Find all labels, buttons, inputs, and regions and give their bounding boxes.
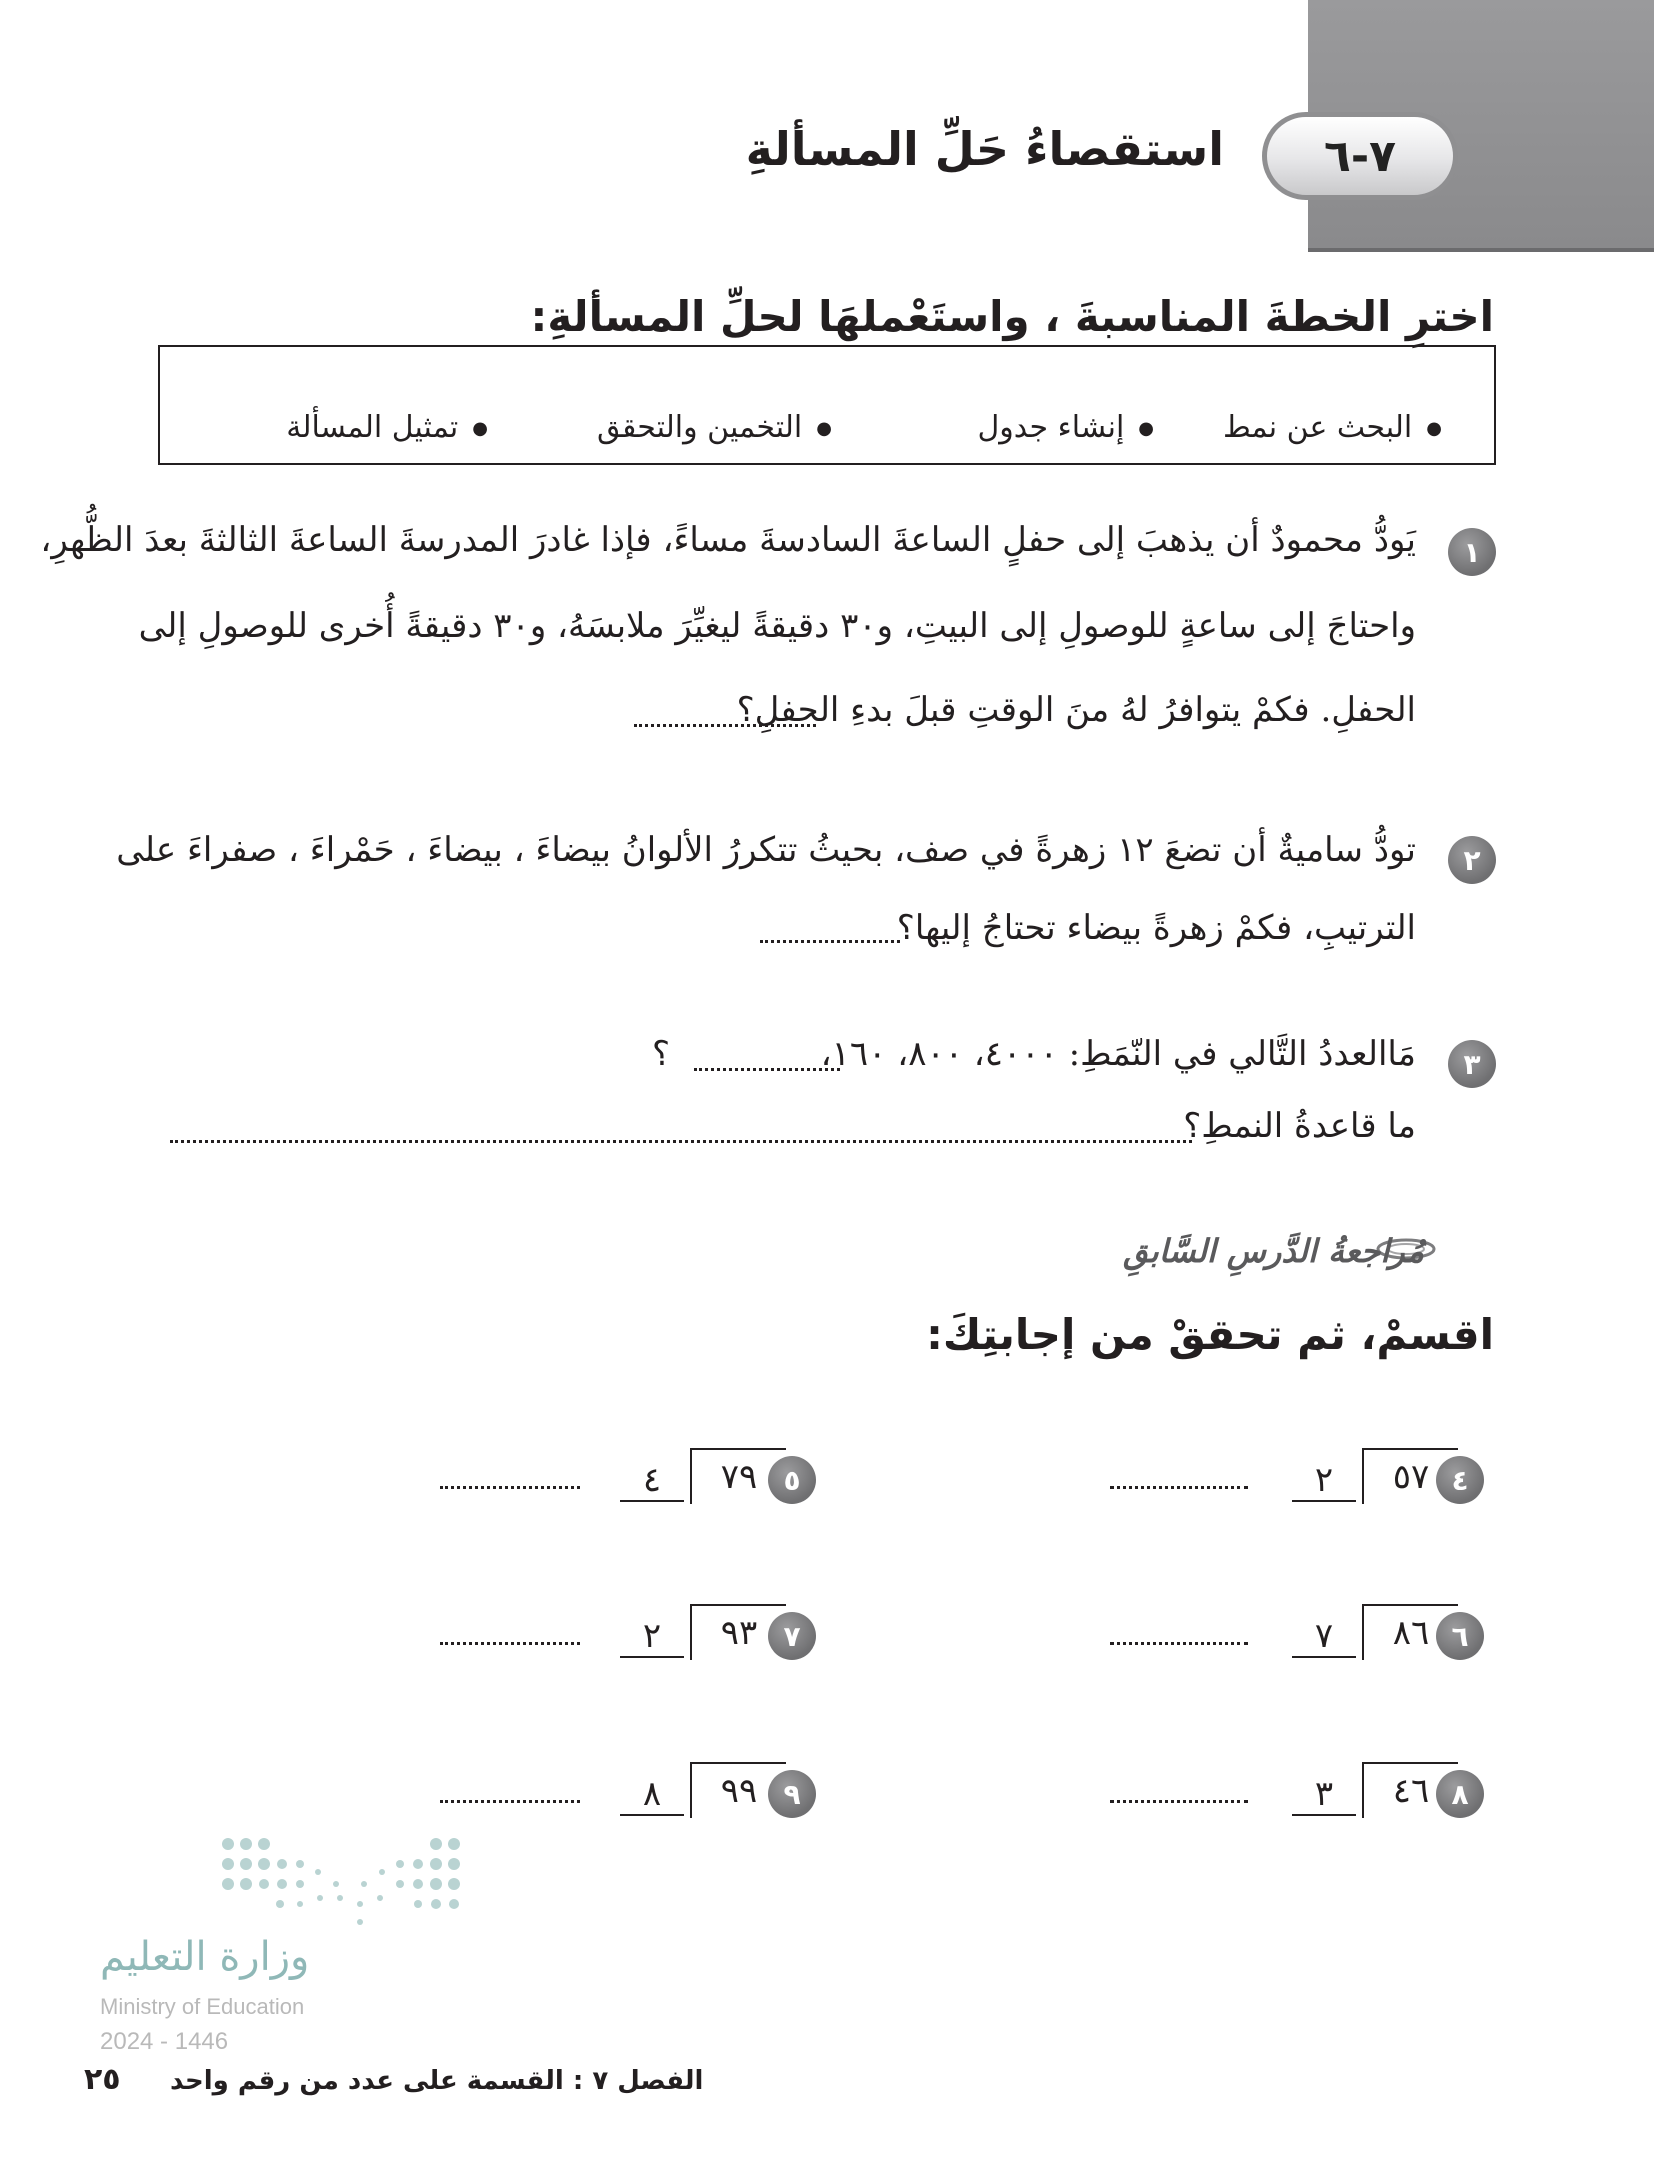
long-division: [620, 1604, 788, 1660]
problem-number-badge: ٣: [1448, 1040, 1496, 1088]
exercise-number-badge: ٨: [1436, 1770, 1484, 1818]
answer-blank[interactable]: [760, 940, 900, 943]
long-division: [1292, 1604, 1460, 1660]
lesson-title: استقصاءُ حَلِّ المسألةِ: [745, 122, 1224, 176]
ministry-logo-year: 2024 - 1446: [100, 2028, 229, 2055]
divisor: ٤: [620, 1460, 684, 1502]
question-mark: ؟: [652, 1034, 671, 1074]
dividend: ٥٧: [1362, 1448, 1458, 1504]
exercise-number-badge: ٩: [768, 1770, 816, 1818]
divisor: ٣: [1292, 1774, 1356, 1816]
divisor: ٢: [620, 1616, 684, 1658]
problem-number-badge: ١: [1448, 528, 1496, 576]
problem-3-line-2: ما قاعدةُ النمطِ؟: [1183, 1106, 1416, 1146]
answer-blank[interactable]: [1110, 1800, 1248, 1803]
dividend: ٨٦: [1362, 1604, 1458, 1660]
ministry-logo-arabic: وزارة التعليم: [100, 1934, 310, 1980]
exercise-number-badge: ٥: [768, 1456, 816, 1504]
lesson-number-badge: [1262, 112, 1458, 200]
divisor: ٧: [1292, 1616, 1356, 1658]
answer-blank[interactable]: [634, 724, 816, 727]
answer-blank[interactable]: [1110, 1486, 1248, 1489]
review-title: مُراجعةُ الدَّرسِ السَّابقِ: [1123, 1232, 1424, 1270]
exercise-number-badge: ٦: [1436, 1612, 1484, 1660]
exercise-number-badge: ٧: [768, 1612, 816, 1660]
answer-blank[interactable]: [440, 1486, 580, 1489]
problem-3-line-1: مَاالعددُ التَّالي في النّمَطِ: ٤٠٠٠، ٨٠٠، ١٦٠،: [820, 1034, 1416, 1074]
long-division: [620, 1762, 788, 1818]
problem-1-line-3: الحفلِ. فكمْ يتوافرُ لهُ منَ الوقتِ قبلَ بدءِ الحفلِ؟: [736, 690, 1416, 730]
dividend: ٤٦: [1362, 1762, 1458, 1818]
dividend: ٧٩: [690, 1448, 786, 1504]
long-division: [1292, 1448, 1460, 1504]
answer-blank[interactable]: [440, 1800, 580, 1803]
page-number: ٢٥: [84, 2062, 121, 2097]
ministry-logo-icon: [220, 1836, 470, 1936]
footer-chapter-title: الفصل ٧ : القسمة على عدد من رقم واحد: [170, 2066, 704, 2096]
strategy-box: [158, 345, 1496, 465]
strategy-instruction: اخترِ الخطةَ المناسبةَ ، واستَعْملهَا لحلِّ المسألةِ:: [530, 292, 1494, 341]
strategy-item: ●إنشاء جدول: [977, 410, 1154, 445]
strategy-item: ●تمثيل المسألة: [286, 410, 488, 445]
answer-blank[interactable]: [694, 1068, 840, 1071]
divisor: ٢: [1292, 1460, 1356, 1502]
divisor: ٨: [620, 1774, 684, 1816]
problem-1-line-2: واحتاجَ إلى ساعةٍ للوصولِ إلى البيتِ، و٣٠ دقيقةً ليغيِّرَ ملابسَهُ، و٣٠ دقيقةً أُخرى للوصولِ إلى: [138, 606, 1416, 646]
answer-blank[interactable]: [440, 1642, 580, 1645]
review-instruction: اقسمْ، ثم تحققْ من إجابتِكَ:: [926, 1310, 1494, 1359]
strategy-item: ●البحث عن نمط: [1222, 410, 1442, 445]
answer-blank[interactable]: [170, 1140, 1192, 1143]
strategy-item: ●التخمين والتحقق: [597, 410, 832, 445]
problem-2-line-2: الترتيبِ، فكمْ زهرةً بيضاء تحتاجُ إليها؟: [896, 908, 1416, 948]
long-division: [1292, 1762, 1460, 1818]
exercise-number-badge: ٤: [1436, 1456, 1484, 1504]
problem-1-line-1: يَودُّ محمودٌ أن يذهبَ إلى حفلٍ الساعةَ السادسةَ مساءً، فإذا غادرَ المدرسةَ الساعةَ الثالثةَ بعدَ الظُّهرِ،: [40, 520, 1416, 560]
problem-number-badge: ٢: [1448, 836, 1496, 884]
long-division: [620, 1448, 788, 1504]
lesson-number: ٧-٦: [1324, 130, 1396, 182]
problem-2-line-1: تودُّ ساميةٌ أن تضعَ ١٢ زهرةً في صف، بحيثُ تتكررُ الألوانُ بيضاءَ ، بيضاءَ ، حَمْراءَ ، صفراءَ على: [116, 830, 1416, 870]
dividend: ٩٣: [690, 1604, 786, 1660]
dividend: ٩٩: [690, 1762, 786, 1818]
ministry-logo-english: Ministry of Education: [100, 1994, 305, 2019]
answer-blank[interactable]: [1110, 1642, 1248, 1645]
